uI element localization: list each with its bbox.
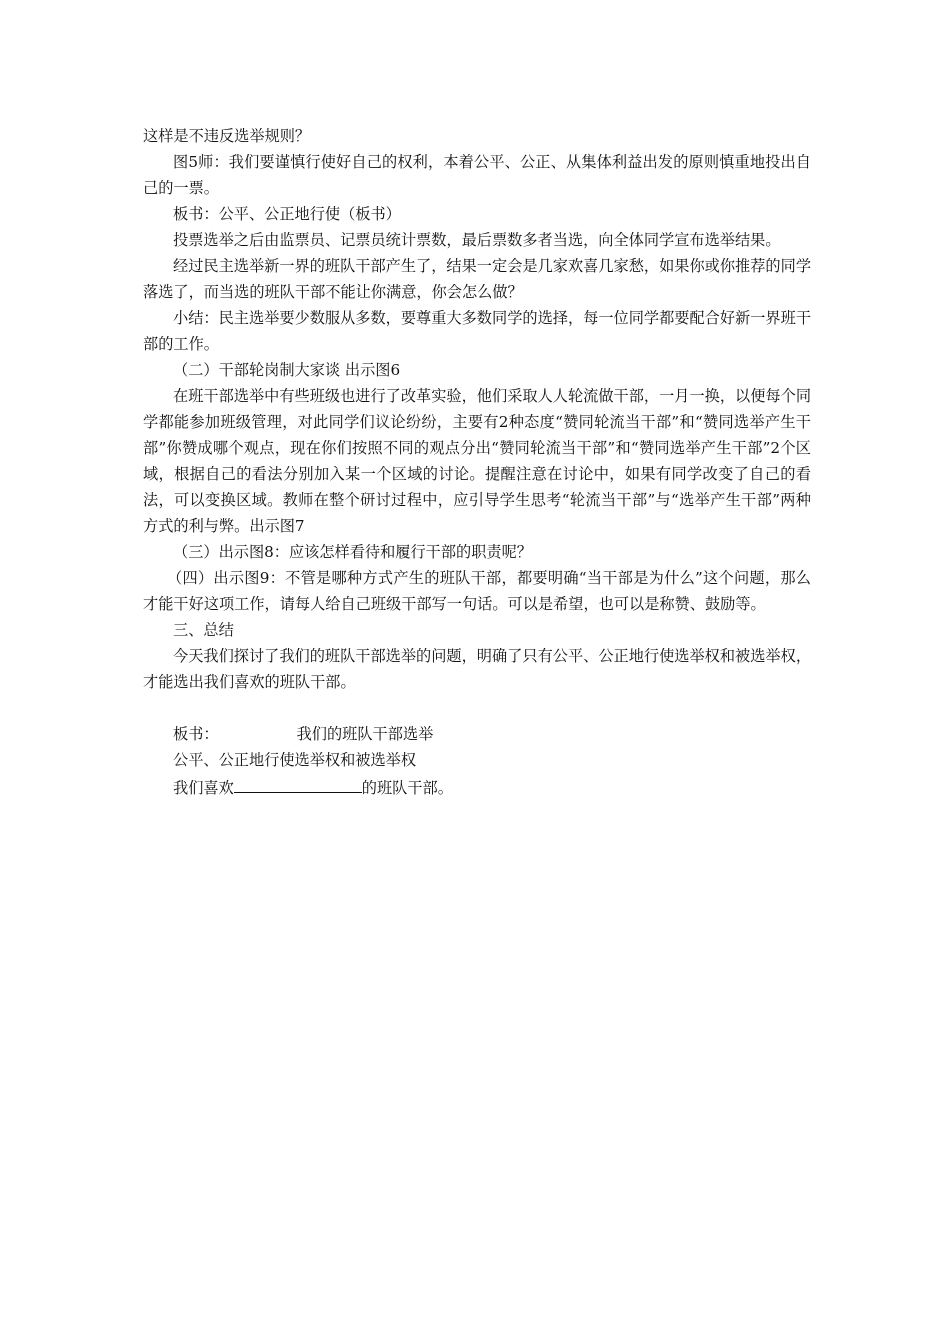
paragraph-4: 投票选举之后由监票员、记票员统计票数，最后票数多者当选，向全体同学宣布选举结果。	[173, 231, 781, 249]
paragraph-8: 在班干部选举中有些班级也进行了改革实验，他们采取人人轮流做干部，一月一换，以便每个同学都能参加班级管理，对此同学们议论纷纷，主要有2种态度“赞同轮流当干部”和“赞同选举产生干部”你赞成哪个观点，现在你们按照不同的观点分出“赞同轮流当干部”和“赞同选举产生干部”2个区域，根据自己的看法分别加入某一个区域的讨论。提醒注意在讨论中，如果有同学改变了自己的看法，可以变换区域。教师在整个研讨过程中，应引导学生思考“轮流当干部”与“选举产生干部”两种方式的利与弊。出示图7	[143, 387, 811, 535]
paragraph-3: 板书：公平、公正地行使（板书）	[173, 205, 401, 223]
document-body	[143, 123, 811, 801]
board-title: 我们的班队干部选举	[296, 725, 434, 743]
paragraph-12: 今天我们探讨了我们的班队干部选举的问题，明确了只有公平、公正地行使选举权和被选举权，才能选出我们喜欢的班队干部。	[143, 647, 811, 691]
paragraph-6: 小结：民主选举要少数服从多数，要尊重大多数同学的选择，每一位同学都要配合好新一界班干部的工作。	[143, 309, 811, 353]
board-line-3	[143, 773, 811, 801]
board-line-2: 公平、公正地行使选举权和被选举权	[173, 751, 416, 769]
board-label: 板书：	[173, 725, 219, 743]
paragraph-10: （四）出示图9：不管是哪种方式产生的班队干部，都要明确“当干部是为什么”这个问题，那么才能干好这项工作，请每人给自己班级干部写一句话。可以是希望，也可以是称赞、鼓励等。	[143, 569, 811, 613]
paragraph-2: 图5师：我们要谨慎行使好自己的权利，本着公平、公正、从集体利益出发的原则慎重地投出自己的一票。	[143, 153, 811, 197]
blank-line	[143, 695, 811, 721]
section-heading-2: （二）干部轮岗制大家谈 出示图6	[173, 361, 401, 379]
section-heading-3: （三）出示图8：应该怎样看待和履行干部的职责呢？	[173, 543, 532, 561]
board-line-3-suffix: 的班队干部。	[361, 779, 453, 797]
board-line-3-prefix: 我们喜欢	[173, 779, 234, 797]
fill-in-blank	[234, 773, 362, 793]
section-heading-summary: 三、总结	[173, 621, 234, 639]
board-heading	[143, 721, 811, 747]
paragraph-5: 经过民主选举新一界的班队干部产生了，结果一定会是几家欢喜几家愁，如果你或你推荐的同学落选了，而当选的班队干部不能让你满意，你会怎么做？	[143, 257, 811, 301]
paragraph-1: 这样是不违反选举规则？	[143, 127, 311, 145]
